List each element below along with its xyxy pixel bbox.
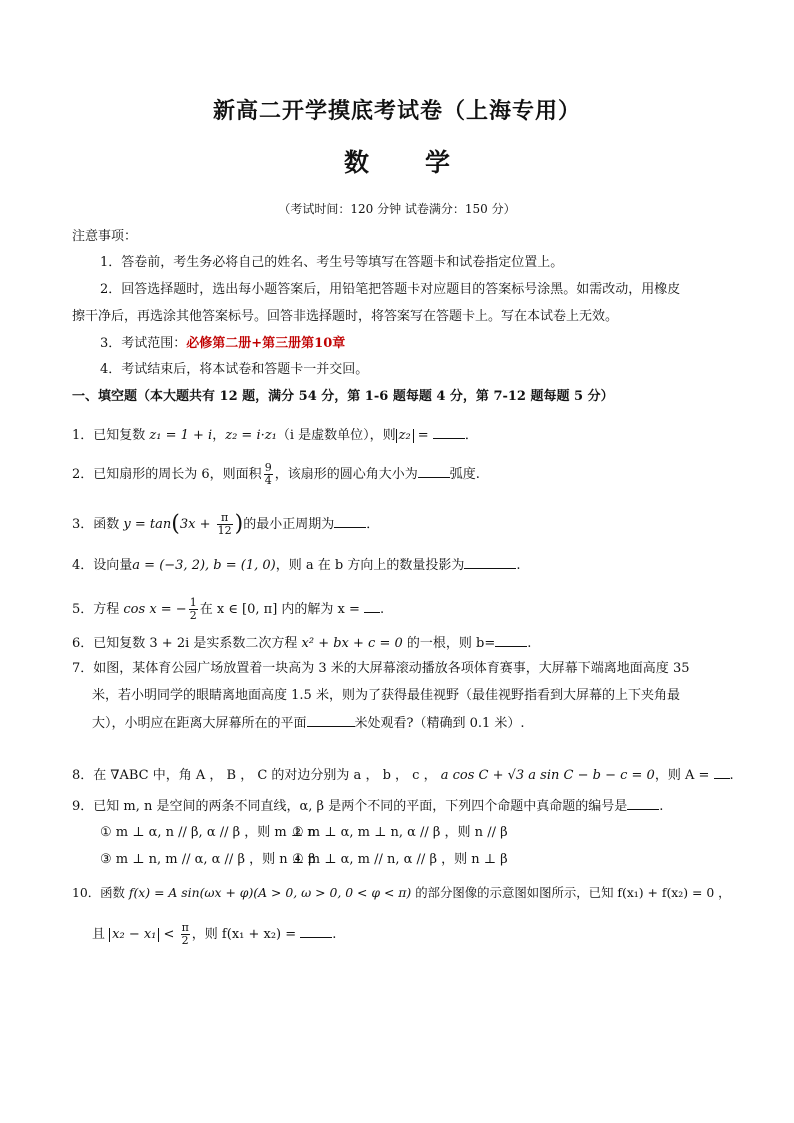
- subject-title: [0, 143, 794, 179]
- q10-fn: f(x) = A sin(ωx + φ)(A > 0, ω > 0, 0 < φ < π): [128, 885, 412, 900]
- frac-num: π: [217, 512, 233, 525]
- note-1: 1．答卷前，考生务必将自己的姓名、考生号等填写在答题卡和试卷指定位置上。: [100, 255, 564, 270]
- q6-end: .: [527, 636, 532, 651]
- q10-text: 10．函数: [72, 885, 129, 900]
- q7-post: 米处观看?（精确到 0.1 米）.: [354, 716, 525, 731]
- frac-num: π: [181, 921, 189, 934]
- q1-z2: z₂ = i·z₁: [225, 428, 277, 443]
- question-7-line-1: 7．如图，某体育公园广场放置着一块高为 3 米的大屏幕滚动播放各项体育赛事，大屏幕下端离地面高度 35: [72, 661, 690, 676]
- q5-end: .: [380, 602, 385, 617]
- q3-post: 的最小正周期为: [243, 517, 335, 532]
- q6-eq: x² + bx + c = 0: [301, 636, 403, 651]
- answer-blank[interactable]: [307, 714, 355, 727]
- q9-option-1: ① m ⊥ α, n // β, α // β ，则 m ⊥ n: [100, 825, 316, 840]
- q6-post: 的一根，则 b=: [402, 636, 496, 651]
- question-4: [72, 556, 520, 575]
- q1-text: 1．已知复数: [72, 428, 150, 443]
- answer-blank[interactable]: [495, 634, 527, 647]
- frac-den: 2: [181, 934, 189, 947]
- question-7-line-3: [92, 714, 525, 733]
- note-2-line-1: 2．回答选择题时，选出每小题答案后，用铅笔把答题卡对应题目的答案标号涂黑。如需改动，用橡皮: [100, 282, 681, 297]
- q4-text: 4．设向量: [72, 558, 133, 573]
- subject-char-1: 数: [343, 148, 369, 177]
- q4-end: .: [516, 558, 521, 573]
- answer-blank[interactable]: [433, 426, 465, 439]
- question-10-line-2: [92, 922, 336, 947]
- section-1-heading: 一、填空题（本大题共有 12 题，满分 54 分，第 1-6 题每题 4 分，第 7-12 题每题 5 分）: [72, 389, 614, 404]
- question-2: [72, 462, 480, 487]
- answer-blank[interactable]: [364, 600, 380, 613]
- subject-char-2: 学: [425, 148, 451, 177]
- q9-text: 9．已知 m, n 是空间的两条不同直线，α, β 是两个不同的平面，下列四个命题中真命题的编号是: [72, 799, 628, 814]
- note-3-prefix: 3．考试范围：: [100, 336, 187, 351]
- q1-sep: ，: [212, 428, 226, 443]
- q2-end: 弧度.: [449, 467, 480, 482]
- answer-blank[interactable]: [418, 465, 450, 478]
- question-9: [72, 797, 663, 816]
- question-1: [72, 426, 478, 445]
- question-3: [72, 512, 379, 537]
- q3-fn: y = tan: [123, 517, 172, 532]
- answer-blank[interactable]: [334, 515, 366, 528]
- q1-abs: z₂: [396, 429, 414, 443]
- q4-vectors: a = (−3, 2), b = (1, 0): [132, 558, 276, 573]
- q5-eq: cos x = −: [123, 602, 187, 617]
- exam-title: 新高二开学摸底考试卷（上海专用）: [212, 99, 581, 124]
- paren-open: (: [171, 511, 180, 537]
- q8-end: .: [729, 768, 734, 783]
- q8-post: ，则 A =: [654, 768, 714, 783]
- q10-b-post: ，则 f(x₁ + x₂) =: [191, 927, 301, 942]
- q2-post: ，该扇形的圆心角大小为: [274, 467, 418, 482]
- answer-blank[interactable]: [714, 766, 730, 779]
- question-5: [72, 597, 384, 622]
- q10-abs: x₂ − x₁: [109, 928, 159, 942]
- q10-fraction: [181, 922, 190, 947]
- frac-den: 4: [264, 474, 272, 487]
- q1-mid: （i 是虚数单位），则: [276, 428, 396, 443]
- question-10-line-1: [72, 884, 731, 902]
- notes-heading: 注意事项：: [72, 229, 138, 244]
- exam-scope: 必修第二册+第三册第10章: [186, 336, 346, 351]
- q7-text: 大），小明应在距离大屏幕所在的平面: [92, 716, 307, 731]
- note-4: 4．考试结束后，将本试卷和答题卡一并交回。: [100, 362, 369, 377]
- answer-blank[interactable]: [300, 925, 332, 938]
- frac-num: 1: [189, 596, 197, 609]
- frac-den: 2: [189, 609, 197, 622]
- q1-z1: z₁ = 1 + i: [149, 428, 213, 443]
- question-6: [72, 634, 531, 653]
- frac-num: 9: [264, 461, 272, 474]
- note-3: [100, 335, 345, 353]
- answer-blank[interactable]: [464, 556, 516, 569]
- q5-text: 5．方程: [72, 602, 124, 617]
- question-8: [72, 766, 734, 785]
- answer-blank[interactable]: [627, 797, 659, 810]
- frac-den: 12: [217, 524, 232, 537]
- q5-mid: 在 x ∈ [0, π] 内的解为 x =: [199, 602, 365, 617]
- q10-b-pre: 且: [92, 927, 110, 942]
- q3-end: ．: [366, 517, 380, 532]
- q3-text: 3．函数: [72, 517, 124, 532]
- q2-fraction: [264, 462, 273, 487]
- note-2-line-2: 擦干净后，再选涂其他答案标号。回答非选择题时，将答案写在答题卡上。写在本试卷上无效。: [72, 309, 619, 324]
- q2-text: 2．已知扇形的周长为 6，则面积: [72, 467, 262, 482]
- q10-post: 的部分图像的示意图如图所示，已知 f(x₁) + f(x₂) = 0 ，: [411, 885, 731, 900]
- q3-inner: 3x +: [179, 517, 215, 532]
- q4-post: ，则 a 在 b 方向上的数量投影为: [275, 558, 465, 573]
- q3-fraction: [217, 512, 233, 537]
- q10-lt: <: [159, 927, 179, 942]
- q8-text: 8．在 ∇ABC 中，角 A ， B ， C 的对边分别为 a ， b ， c ，: [72, 768, 441, 783]
- q9-option-2: ② m ⊥ α, m ⊥ n, α // β ，则 n // β: [292, 825, 508, 840]
- q1-eq: =: [413, 428, 433, 443]
- q5-fraction: [189, 597, 198, 622]
- paren-close: ): [234, 511, 244, 537]
- q10-end: .: [332, 927, 337, 942]
- q8-eq: a cos C + √3 a sin C − b − c = 0: [440, 768, 655, 783]
- q1-end: ．: [464, 428, 478, 443]
- q6-text: 6．已知复数 3 + 2i 是实系数二次方程: [72, 636, 302, 651]
- exam-meta: （考试时间：120 分钟 试卷满分：150 分）: [278, 202, 516, 216]
- q9-option-3: ③ m ⊥ n, m // α, α // β ，则 n ⊥ β: [100, 852, 316, 867]
- question-7-line-2: 米，若小明同学的眼睛离地面高度 1.5 米，则为了获得最佳视野（最佳视野指看到大屏幕的上下夹角最: [92, 688, 680, 703]
- q9-option-4: ④ m ⊥ α, m // n, α // β ，则 n ⊥ β: [292, 852, 508, 867]
- q9-end: .: [659, 799, 664, 814]
